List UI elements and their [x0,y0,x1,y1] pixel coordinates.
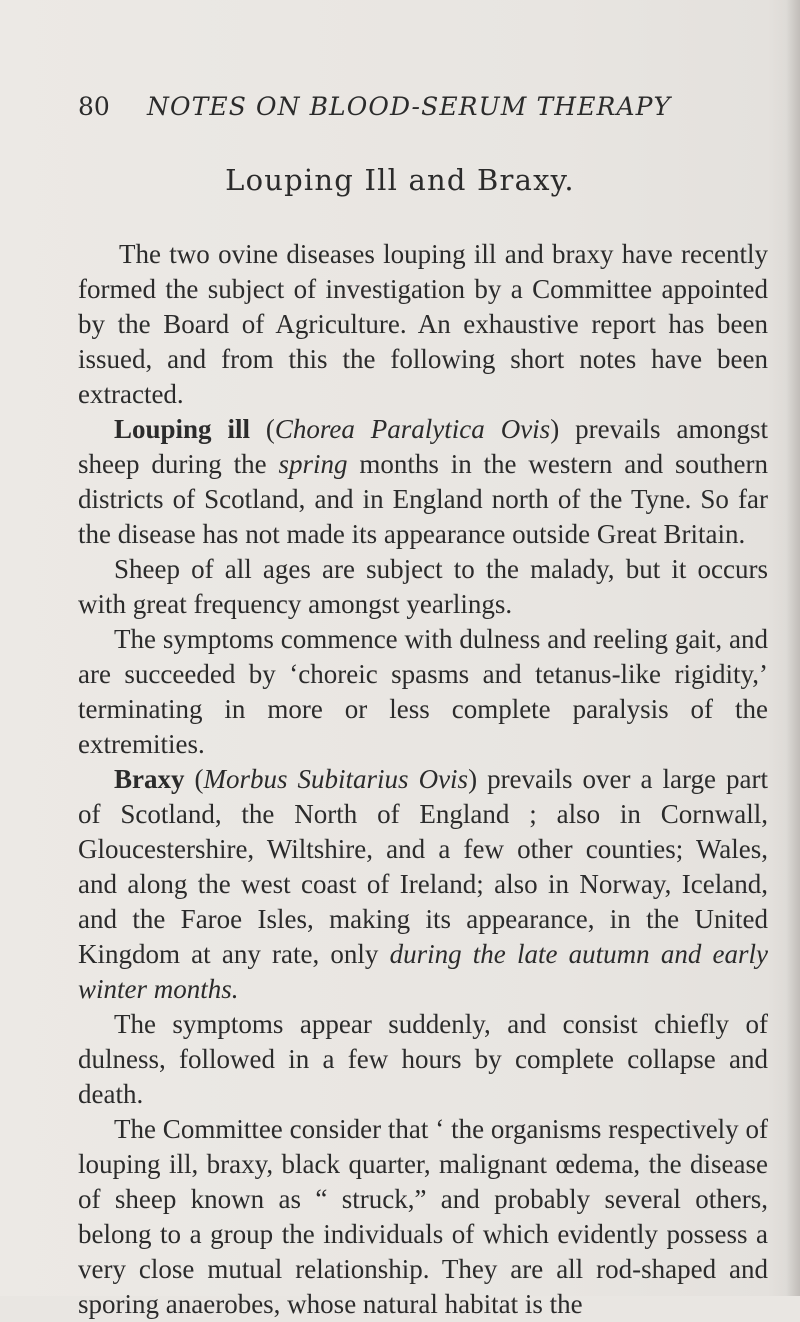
disease-term: Louping ill [114,414,250,444]
paragraph: The Committee consider that ‘ the organisms respectively of louping ill, braxy, black quarter, malignant œdema, the disease of sheep known as “ struck,” and probably several others, belong to a group the individuals of which evidently possess a very close mutual relationship. They are all rod-shaped and sporing anaerobes, whose natural habitat is the [78,1114,768,1319]
latin-name: Chorea Paralytica Ovis [274,414,551,444]
paragraph [78,412,768,552]
body-text [78,237,768,1322]
paragraph [78,762,768,1007]
paragraph: Sheep of all ages are subject to the malady, but it occurs with great frequency amongst yearlings. [78,554,768,619]
running-head-title: NOTES ON BLOOD-SERUM THERAPY [147,92,672,121]
paragraph-text: ) prevails amongst sheep during the [78,414,768,479]
paragraph: The symptoms commence with dulness and reeling gait, and are succeeded by ‘choreic spasms and tetanus-like rigidity,’ terminating in more or less complete paralysis of the extremities. [78,624,768,759]
paragraph: The symptoms appear suddenly, and consist chiefly of dulness, followed in a few hours by complete collapse and death. [78,1009,768,1109]
season-emphasis: spring [278,449,348,479]
paragraph-text: ( [249,414,275,444]
disease-term: Braxy [114,764,185,794]
season-emphasis: during the late autumn and early winter months. [78,939,768,1004]
page-edge-shadow [786,0,800,1296]
page-number: 80 [78,92,110,121]
paragraph-text: ( [184,764,204,794]
paragraph-text: ) prevails over a large part of Scotland, the North of England ; also in Cornwall, Gloucestershire, Wiltshire, and a few other counties; Wales, and along the west coast of Ireland; also in Norway, Iceland, and the Faroe Isles, making its appearance, in the United Kingdom at any rate, only [78,764,768,969]
paragraph-text: months in the western and southern districts of Scotland, and in England north of the Tyne. So far the disease has not made its appearance outside Great Britain. [78,449,768,549]
running-head [78,92,768,132]
section-title: Louping Ill and Braxy. [225,163,575,197]
latin-name: Morbus Subitarius Ovis [203,764,469,794]
paragraph: The two ovine diseases louping ill and braxy have recently formed the subject of investigation by a Committee appointed by the Board of Agriculture. An exhaustive report has been issued, and from this the following short notes have been extracted. [78,239,768,409]
